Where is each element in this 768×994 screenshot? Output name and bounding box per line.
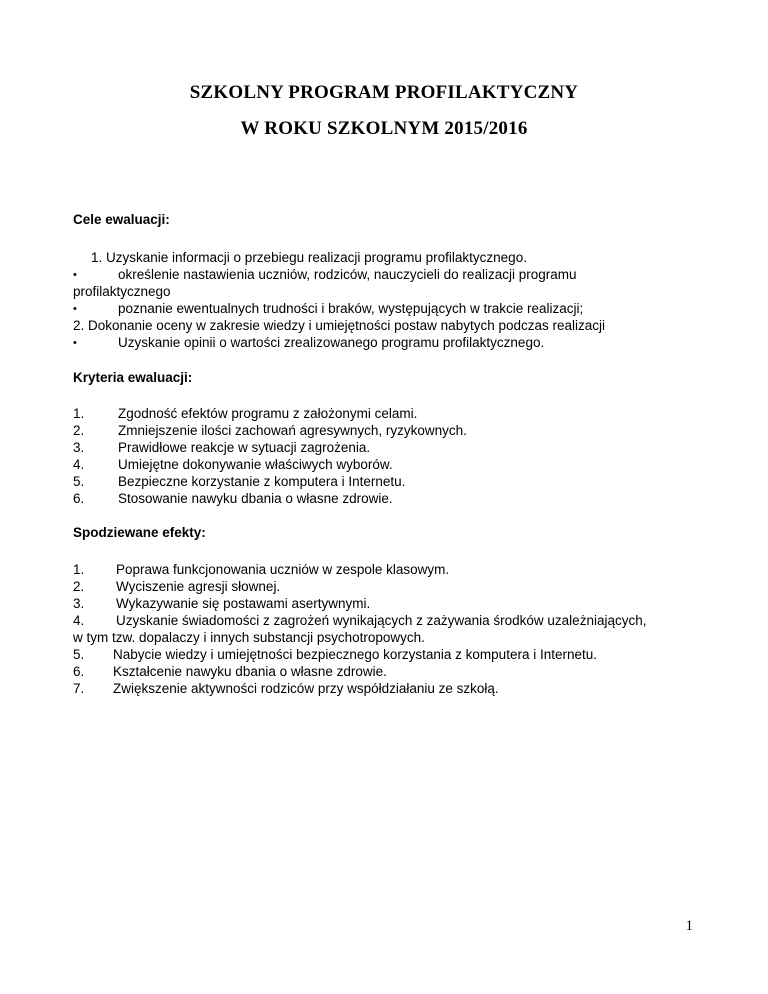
cele-bullet-2: poznanie ewentualnych trudności i braków, występujących w trakcie realizacji;: [118, 301, 584, 316]
cele-item-1: 1. Uzyskanie informacji o przebiegu realizacji programu profilaktycznego.: [91, 250, 527, 265]
list-item: Poprawa funkcjonowania uczniów w zespole klasowym.: [116, 562, 450, 577]
list-item-number: 3.: [73, 596, 85, 611]
list-item-number: 7.: [73, 681, 85, 696]
section-heading-kryteria: Kryteria ewaluacji:: [73, 370, 193, 385]
document-title-line2: W ROKU SZKOLNYM 2015/2016: [240, 118, 528, 139]
list-item: Zmniejszenie ilości zachowań agresywnych, ryzykownych.: [118, 423, 467, 438]
cele-item-2: 2. Dokonanie oceny w zakresie wiedzy i umiejętności postaw nabytych podczas realizacji: [73, 318, 606, 333]
list-item-number: 4.: [73, 613, 85, 628]
bullet-icon: •: [73, 303, 77, 315]
document-title-line1: SZKOLNY PROGRAM PROFILAKTYCZNY: [189, 82, 579, 103]
bullet-icon: •: [73, 337, 77, 349]
bullet-icon: •: [73, 269, 77, 281]
list-item-number: 1.: [73, 562, 85, 577]
list-item: Bezpieczne korzystanie z komputera i Internetu.: [118, 474, 406, 489]
list-item: Umiejętne dokonywanie właściwych wyborów.: [118, 457, 393, 472]
cele-bullet-3: Uzyskanie opinii o wartości zrealizowanego programu profilaktycznego.: [118, 335, 545, 350]
list-item: Uzyskanie świadomości z zagrożeń wynikających z zażywania środków uzależniających,: [116, 613, 647, 628]
page-number: 1: [685, 918, 693, 934]
list-item: Nabycie wiedzy i umiejętności bezpiecznego korzystania z komputera i Internetu.: [113, 647, 597, 662]
list-item-number: 2.: [73, 579, 85, 594]
list-item-continuation: w tym tzw. dopalaczy i innych substancji psychotropowych.: [73, 630, 425, 645]
list-item-number: 5.: [73, 647, 85, 662]
section-heading-efekty: Spodziewane efekty:: [73, 525, 206, 540]
list-item-number: 5.: [73, 474, 85, 489]
cele-bullet-1-line1: określenie nastawienia uczniów, rodziców, nauczycieli do realizacji programu: [118, 267, 577, 282]
list-item-number: 1.: [73, 406, 85, 421]
list-item: Zgodność efektów programu z założonymi celami.: [118, 406, 418, 421]
list-item-number: 6.: [73, 664, 85, 679]
list-item: Wykazywanie się postawami asertywnymi.: [116, 596, 371, 611]
list-item-number: 2.: [73, 423, 85, 438]
list-item-number: 6.: [73, 491, 85, 506]
list-item: Stosowanie nawyku dbania o własne zdrowie.: [118, 491, 393, 506]
list-item: Prawidłowe reakcje w sytuacji zagrożenia.: [118, 440, 371, 455]
list-item: Kształcenie nawyku dbania o własne zdrowie.: [113, 664, 387, 679]
cele-bullet-1-line2: profilaktycznego: [73, 284, 171, 299]
list-item: Wyciszenie agresji słownej.: [116, 579, 281, 594]
list-item-number: 3.: [73, 440, 85, 455]
list-item-number: 4.: [73, 457, 85, 472]
section-heading-cele: Cele ewaluacji:: [73, 212, 170, 227]
list-item: Zwiększenie aktywności rodziców przy współdziałaniu ze szkołą.: [113, 681, 499, 696]
